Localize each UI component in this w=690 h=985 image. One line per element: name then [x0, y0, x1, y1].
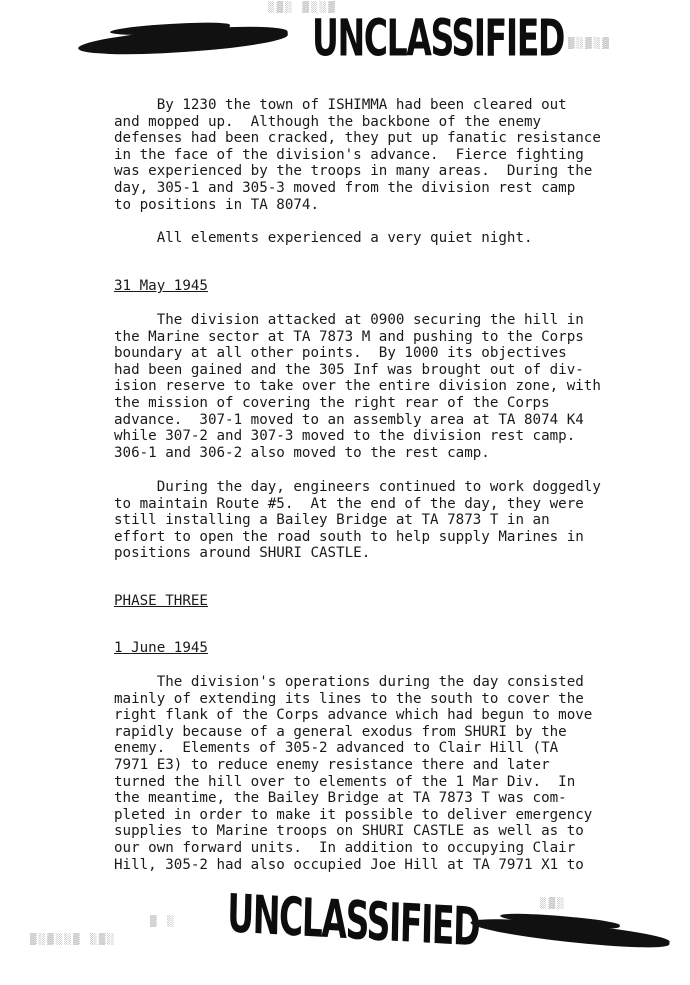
paragraph-engineers-route5: During the day, engineers continued to work doggedly to maintain Route #5. At the end of the day, they were still installing a Bailey Bridge at TA 7873 T in an effort to open the road south to help supply Marines in positions around SHURI CASTLE. [114, 479, 601, 562]
paragraph-division-attack: The division attacked at 0900 securing the hill in the Marine sector at TA 7873 M and pushing to the Corps boundary at all other points. By 1000 its objectives had been gained and the 305 Inf was brought out of div- ision reserve to take over the entire division zone, with the mission of covering the right rear of the Corps advance. 307-1 moved to an assembly area at TA 8074 K4 while 307-2 and 307-3 moved to the division rest camp. 306-1 and 306-2 also moved to the rest camp. [114, 312, 601, 461]
heading-31-may-1945: 31 May 1945 [114, 278, 208, 294]
heading-phase-three: PHASE THREE [114, 593, 208, 609]
top-stamp-label: UNCLASSIFIED [312, 8, 564, 68]
heading-1-june-1945: 1 June 1945 [114, 640, 208, 656]
paragraph-division-operations: The division's operations during the day consisted mainly of extending its lines to the south to cover the right flank of the Corps advance which had begun to move rapidly because of a general exodus from SHURI by the enemy. Elements of 305-2 advanced to Clair Hill (TA 7971 E3) to reduce enemy resistance there and later turned the hill over to elements of the 1 Mar Div. In the meantime, the Bailey Bridge at TA 7873 T was com- pleted in order to make it possible to deliver emergency supplies to Marine troops on SHURI CASTLE as well as to our own forward units. In addition to occupying Clair Hill, 305-2 had also occupied Joe Hill at TA 7971 X1 to [114, 674, 593, 873]
top-classification-stamp: ░▒░ ▒░░▒ UNCLASSIFIED ▒░▒░▒ [0, 0, 690, 90]
bottom-classification-stamp: ▒░▒░░▒ ░▒░ ▒ ░ UNCLASSIFIED ░▒░ [0, 880, 690, 985]
paragraph-quiet-night: All elements experienced a very quiet night. [114, 230, 533, 246]
bottom-stamp-label: UNCLASSIFIED [226, 882, 480, 959]
paragraph-ishimma-cleared: By 1230 the town of ISHIMMA had been cleared out and mopped up. Although the backbone of the enemy defenses had been cracked, they put up fanatic resistance in the face of the division's advance. Fierce fighting was experienced by the troops in many areas. During the day, 305-1 and 305-3 moved from the division rest camp to positions in TA 8074. [114, 97, 601, 213]
